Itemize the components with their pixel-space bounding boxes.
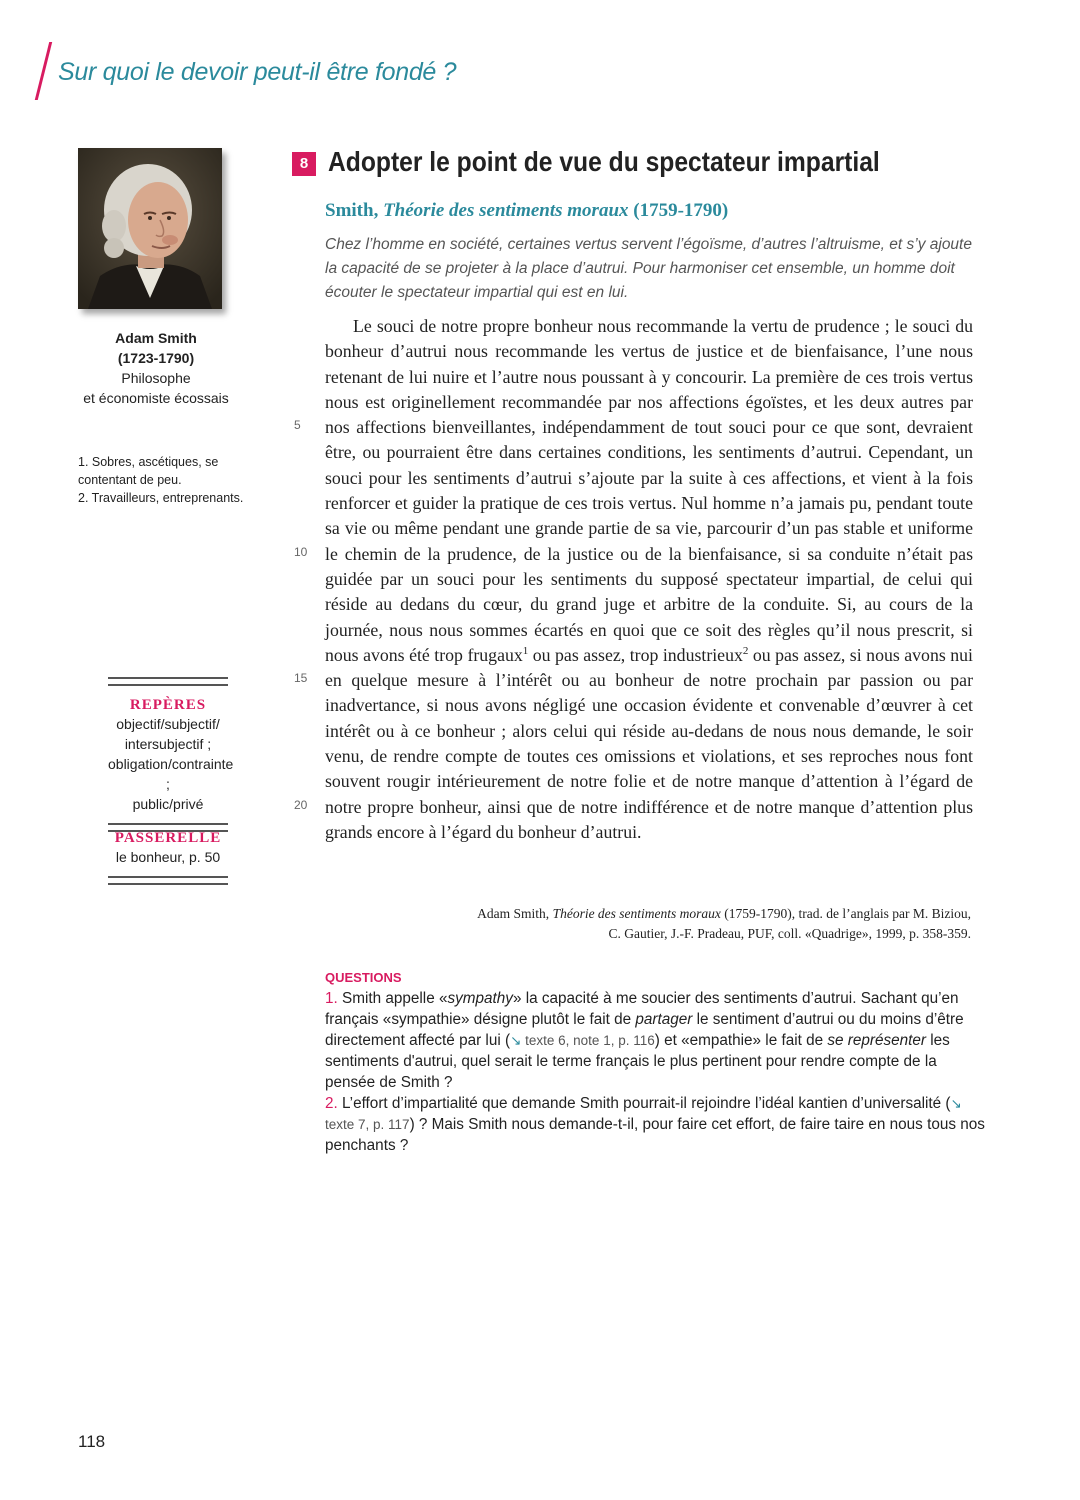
question-2-text-b: ) ? Mais Smith nous demande-t-il, pour faire cet effort, de faire taire en nous tous nos penchants ? bbox=[325, 1116, 985, 1154]
question-1-text-b: » la capacité à me soucier des sentiments d’autrui. Sachant qu’en français «sympathie» désigne plutôt le fait de bbox=[325, 990, 959, 1028]
source-work: Théorie des sentiments moraux bbox=[552, 906, 721, 921]
work-years: (1759-1790) bbox=[633, 200, 729, 221]
question-1-cross-ref[interactable] bbox=[510, 1033, 655, 1048]
line-number-15: 15 bbox=[294, 671, 308, 685]
cross-ref-arrow-icon: ↘ bbox=[950, 1096, 962, 1111]
reperes-line-1: objectif/subjectif/ bbox=[116, 716, 220, 732]
footnote-ref-2: 2 bbox=[742, 644, 749, 657]
question-1 bbox=[325, 988, 985, 1093]
footnotes bbox=[78, 453, 248, 507]
question-1-text-e: les sentiments d'autrui, quel serait le terme français le plus pertinent pour rendre compte de la pensée de Smith ? bbox=[325, 1032, 950, 1091]
portrait-image bbox=[78, 148, 222, 309]
source-author: Adam Smith, bbox=[477, 906, 550, 921]
question-2 bbox=[325, 1093, 985, 1156]
author-work-line bbox=[325, 200, 728, 222]
cross-ref-arrow-icon: ↘ bbox=[510, 1033, 526, 1048]
work-title: Théorie des sentiments moraux bbox=[383, 200, 629, 221]
questions-heading: QUESTIONS bbox=[325, 970, 402, 985]
section-title: Adopter le point de vue du spectateur impartial bbox=[328, 146, 880, 177]
portrait-caption bbox=[62, 328, 250, 408]
reperes-box bbox=[108, 677, 234, 832]
question-2-text-a: L’effort d’impartialité que demande Smith pourrait-il rejoindre l’idéal kantien d’universalité ( bbox=[337, 1095, 951, 1112]
body-part-2: ou pas assez, trop industrieux bbox=[528, 644, 743, 665]
line-number-20: 20 bbox=[294, 798, 308, 812]
questions-block bbox=[325, 967, 985, 1156]
question-1-text-a: Smith appelle « bbox=[337, 990, 448, 1007]
reperes-line-2: intersubjectif ; bbox=[124, 736, 212, 752]
adam-smith-portrait-icon bbox=[78, 148, 222, 309]
question-1-represent: se représenter bbox=[827, 1032, 927, 1049]
caption-role-line2: et économiste écossais bbox=[83, 390, 229, 406]
question-1-ref-text: texte 6, note 1, p. 116 bbox=[525, 1033, 655, 1048]
footnote-1: 1. Sobres, ascétiques, se contentant de peu. bbox=[78, 455, 219, 487]
caption-dates: (1723-1790) bbox=[117, 350, 195, 366]
question-2-ref-text: texte 7, p. 117 bbox=[325, 1117, 410, 1132]
body-part-3: ou pas assez, si nous avons nui en quelque mesure à l’intérêt ou au bonheur de notre prochain par passion ou par inadvertance, si nous avons négligé une occasion évidente et convenable d’œuvrer à cet intérêt ou à ce bonheur ; alors celui qui réside au-dedans de nous nous demande, le soir venu, de rendre compte de toutes ces omissions et violations, et ses reproches nous font souvent rougir intérieurement de notre folie et de notre manque d’attention à l’égard de notre propre bonheur, ainsi que de notre indifférence et de notre manque d’attention plus grands encore à l’égard du bonheur d’autrui. bbox=[325, 644, 973, 842]
header-slash-decoration bbox=[35, 42, 52, 100]
reperes-line-4: public/privé bbox=[132, 796, 204, 812]
caption-name: Adam Smith bbox=[115, 330, 197, 346]
body-part-1: Le souci de notre propre bonheur nous recommande la vertu de prudence ; le souci du bonheur d’autrui nous recommande les vertus de justice et de bienfaisance, l’une nous retenant de lui nuire et l’autre nous poussant à y concourir. La première de ces trois vertus nous est originellement recommandée par nos affections égoïstes, et les deux autres par nos affections bienveillantes, indépendamment de tout souci pour ce que sont, devraient être, ou pourraient être dans certaines conditions, les sentiments d’autrui. Cependant, un souci pour les sentiments d’autrui s’ajoute par la suite à ces affections, et vient à la fois renforcer et guider la pratique de ces trois vertus. Nul homme n’a jamais pu, pendant toute sa vie ou même pendant une grande partie de sa vie, parcourir d’un pas stable et uniforme le chemin de la prudence, de la justice ou de la bienfaisance, si sa conduite n’était pas guidée par un souci pour les sentiments du supposé spectateur impartial, de celui qui réside au dedans du cœur, du grand juge et arbitre de la conduite. Si, au cours de la journée, nous nous sommes écartés en quoi que ce soit des règles qu’il nous prescrit, si nous avons été trop frugaux bbox=[325, 316, 973, 665]
footnote-ref-1: 1 bbox=[522, 644, 529, 657]
page-number: 118 bbox=[78, 1432, 106, 1451]
source-details-2: C. Gautier, J.-F. Pradeau, PUF, coll. «Quadrige», 1999, p. 358-359. bbox=[608, 926, 971, 941]
question-1-text-d: ) et «empathie» le fait de bbox=[654, 1032, 828, 1049]
question-2-number: 2. bbox=[325, 1095, 338, 1112]
source-details-1: (1759-1790), trad. de l’anglais par M. Biziou, bbox=[724, 906, 971, 921]
intro-paragraph: Chez l’homme en société, certaines vertus servent l’égoïsme, d’autres l’altruisme, et s’y ajoute la capacité de se projeter à la place d’autrui. Pour harmoniser cet ensemble, un homme doit écouter le spectateur impartial qui est en lui. bbox=[325, 236, 972, 301]
passerelle-box bbox=[108, 830, 228, 885]
text-number-badge: 8 bbox=[292, 152, 316, 176]
question-1-number: 1. bbox=[325, 990, 338, 1007]
reperes-title: REPÈRES bbox=[129, 697, 207, 713]
line-number-10: 10 bbox=[294, 545, 308, 559]
main-text-body bbox=[325, 314, 973, 845]
reperes-line-3: obligation/contrainte ; bbox=[108, 756, 234, 792]
question-1-partager: partager bbox=[635, 1011, 693, 1028]
passerelle-bottom-rule bbox=[108, 876, 228, 885]
footnote-2: 2. Travailleurs, entreprenants. bbox=[78, 491, 244, 505]
question-1-sympathy: sympathy bbox=[447, 990, 513, 1007]
source-citation bbox=[325, 904, 971, 944]
question-1-text-c: le sentiment d’autrui ou du moins d’être directement affecté par lui ( bbox=[325, 1011, 964, 1049]
reperes-top-rule bbox=[108, 677, 228, 686]
line-number-5: 5 bbox=[294, 418, 301, 432]
passerelle-title: PASSERELLE bbox=[114, 830, 222, 846]
chapter-header-title: Sur quoi le devoir peut-il être fondé ? bbox=[58, 58, 457, 86]
caption-role-line1: Philosophe bbox=[121, 370, 191, 386]
author-name: Smith, bbox=[325, 200, 379, 221]
passerelle-link[interactable]: le bonheur, p. 50 bbox=[115, 849, 221, 865]
